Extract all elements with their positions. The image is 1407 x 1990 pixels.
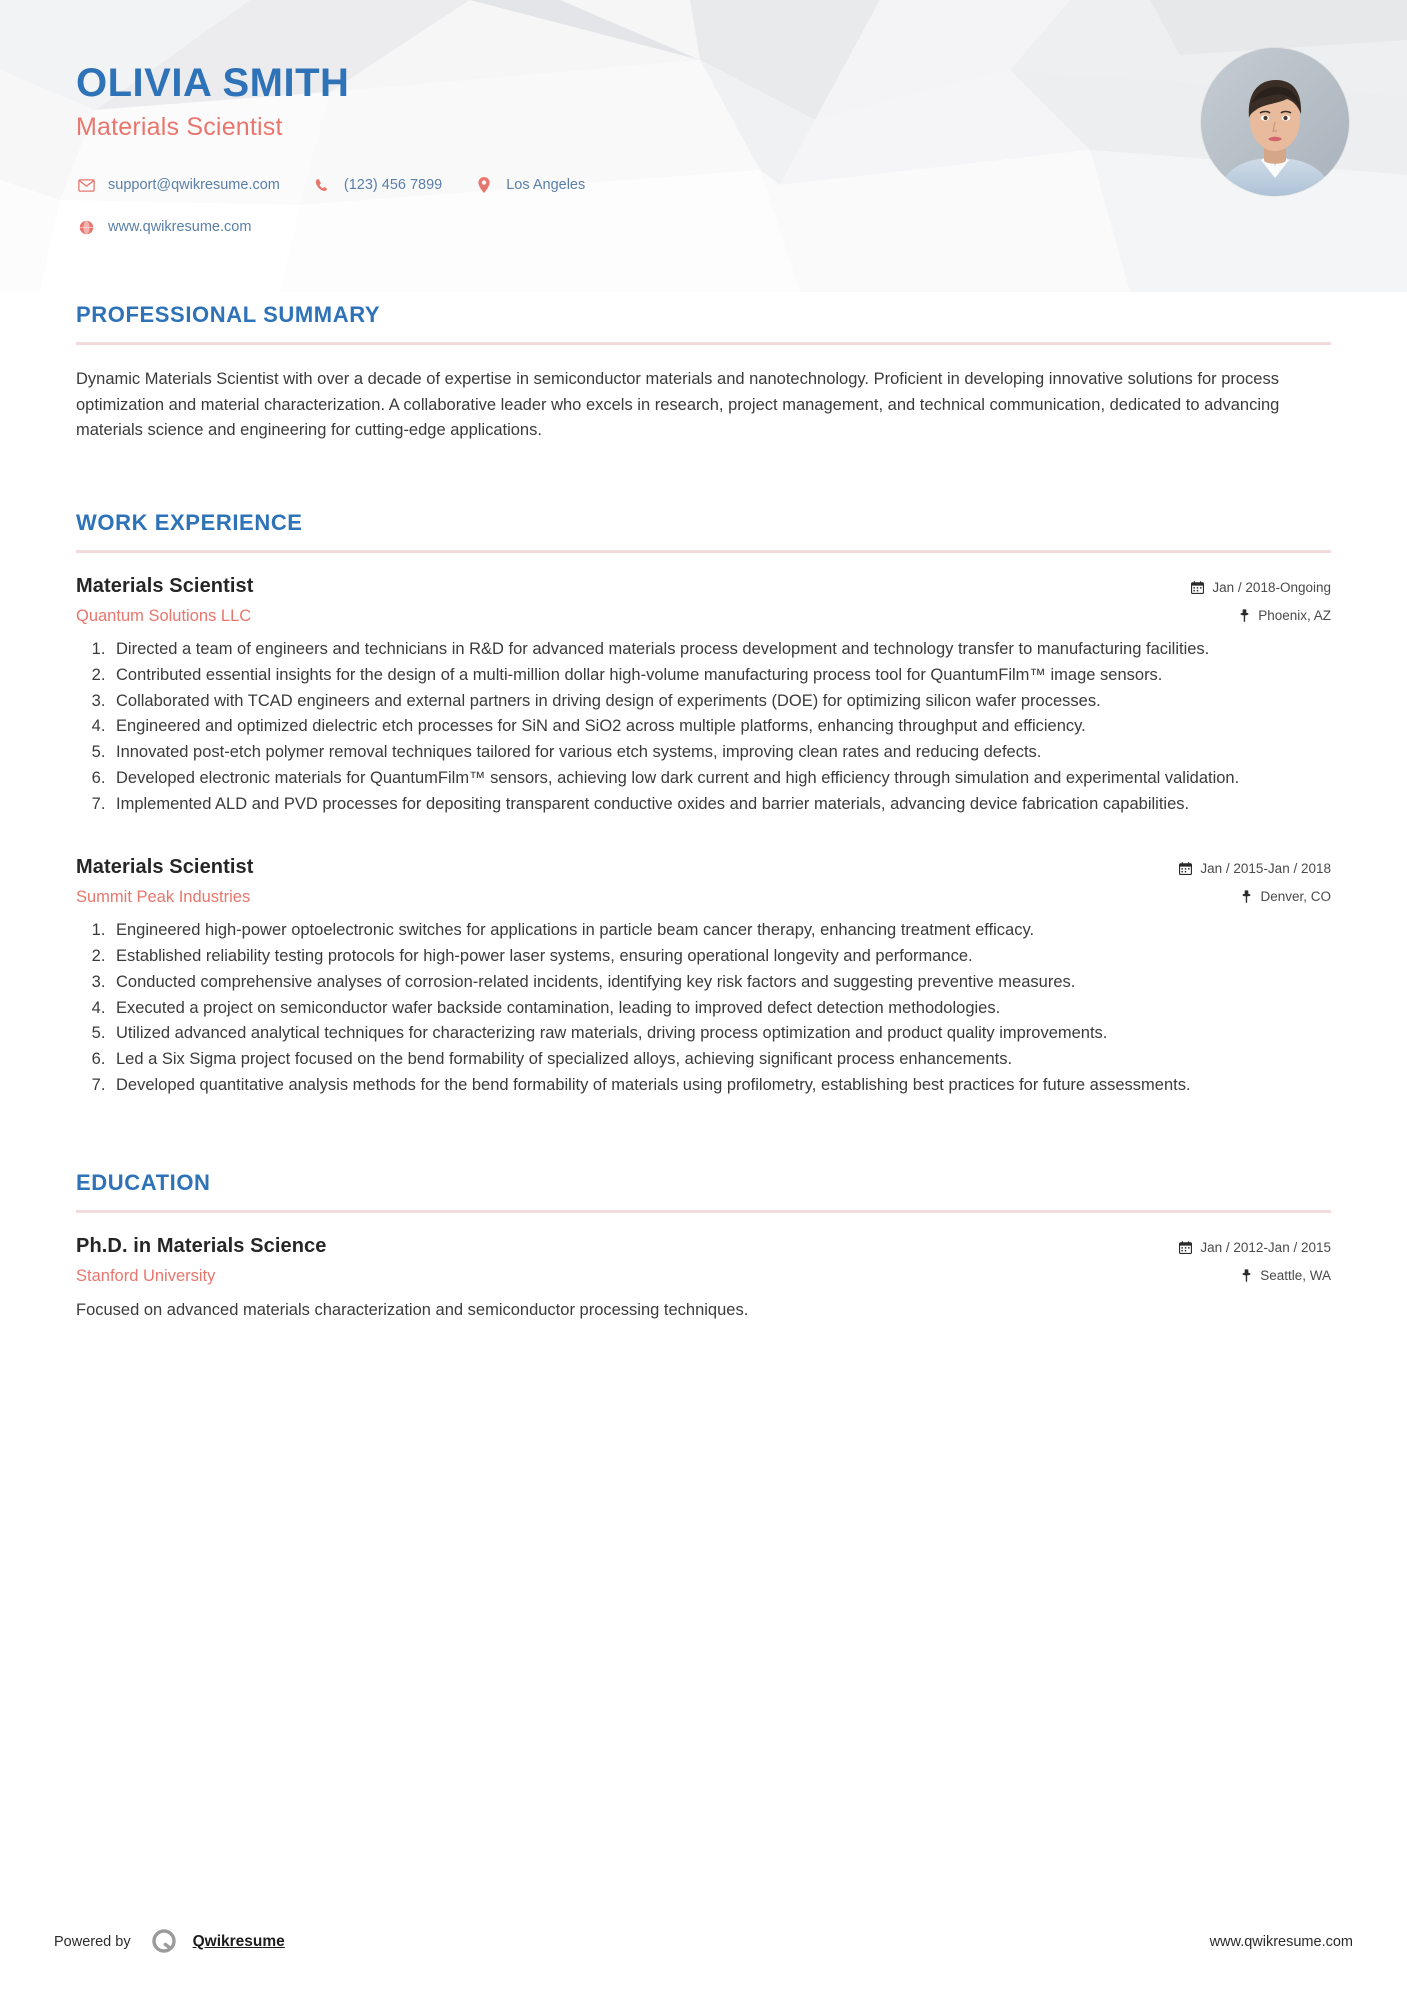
job-responsibility-list	[76, 637, 1331, 816]
spacer	[76, 444, 1331, 500]
job-location-text: Phoenix, AZ	[1258, 608, 1331, 624]
work-entry-left	[76, 856, 1179, 907]
page-footer	[0, 1894, 1407, 1990]
section-education	[76, 1170, 1331, 1323]
work-entry-meta	[1179, 856, 1331, 904]
education-date-text: Jan / 2012-Jan / 2015	[1200, 1239, 1331, 1255]
contact-location-text: Los Angeles	[506, 177, 586, 194]
work-entry-header	[76, 856, 1331, 907]
footer-website[interactable]: www.qwikresume.com	[1209, 1934, 1353, 1950]
education-description: Focused on advanced materials characterization and semiconductor processing techniques.	[76, 1300, 749, 1319]
contact-email[interactable]	[76, 177, 280, 193]
contact-email-text: support@qwikresume.com	[108, 177, 280, 194]
contact-location[interactable]	[474, 177, 585, 193]
list-item: 3. Collaborated with TCAD engineers and external partners in driving design of experiments (DOE) for optimizing silicon wafer processes.	[110, 689, 1331, 714]
list-item: 7. Developed quantitative analysis methods for the bend formability of materials using profilometry, establishing best practices for future assessments.	[110, 1073, 1331, 1098]
list-item: 1. Engineered high-power optoelectronic switches for applications in particle beam cancer therapy, enhancing treatment efficacy.	[110, 918, 1331, 943]
job-date	[1191, 580, 1331, 595]
list-item: 2. Established reliability testing protocols for high-power laser systems, ensuring operational longevity and performance.	[110, 944, 1331, 969]
list-item: 5. Utilized advanced analytical techniques for characterizing raw materials, driving process optimization and product quality improvements.	[110, 1021, 1331, 1046]
job-date-text: Jan / 2018-Ongoing	[1212, 580, 1331, 596]
education-entry-header	[76, 1235, 1331, 1286]
job-responsibility-list	[76, 918, 1331, 1097]
page-title: OLIVIA SMITH	[76, 61, 350, 105]
footer-powered-by	[54, 1927, 285, 1957]
summary-text: Dynamic Materials Scientist with over a decade of expertise in semiconductor materials and nanotechnology. Proficient in developing innovative solutions for process optimization and material characterization. A collaborative leader who excels in research, project management, and technical communication, dedicated to advancing materials science and engineering for cutting-edge applications.	[76, 370, 1280, 440]
contact-website[interactable]	[76, 219, 251, 235]
section-divider	[76, 342, 1331, 345]
section-title-summary: PROFESSIONAL SUMMARY	[76, 302, 381, 327]
section-title-education: EDUCATION	[76, 1169, 211, 1195]
job-title: Materials Scientist	[76, 575, 254, 598]
list-item: 1. Directed a team of engineers and technicians in R&D for advanced materials process development and technology transfer to manufacturing facilities.	[110, 637, 1331, 662]
job-location	[1191, 608, 1331, 623]
spacer	[76, 822, 1331, 856]
section-divider	[76, 550, 1331, 553]
work-entry	[76, 856, 1331, 1097]
job-title: Materials Scientist	[76, 856, 254, 879]
list-item: 4. Engineered and optimized dielectric etch processes for SiN and SiO2 across multiple platforms, enhancing throughput and efficiency.	[110, 714, 1331, 739]
list-item: 4. Executed a project on semiconductor wafer backside contamination, leading to improved defect detection methodologies.	[110, 996, 1331, 1021]
section-title-work: WORK EXPERIENCE	[76, 510, 303, 536]
education-entry	[76, 1235, 1331, 1323]
avatar	[1201, 48, 1349, 196]
contact-phone[interactable]	[312, 177, 442, 193]
job-location-text: Denver, CO	[1260, 889, 1331, 905]
spacer	[76, 1104, 1331, 1160]
job-date-text: Jan / 2015-Jan / 2018	[1200, 861, 1331, 877]
education-entry-left	[76, 1235, 1179, 1286]
list-item: 7. Implemented ALD and PVD processes for depositing transparent conductive oxides and barrier materials, advancing device fabrication capabilities.	[110, 792, 1331, 817]
contact-row-primary	[76, 170, 1337, 200]
education-date	[1179, 1240, 1331, 1255]
list-item: 2. Contributed essential insights for the design of a multi-million dollar high-volume manufacturing process tool for QuantumFilm™ image sensors.	[110, 663, 1331, 688]
globe-icon	[76, 220, 96, 235]
job-role-subtitle: Materials Scientist	[76, 113, 283, 142]
work-entry-left	[76, 575, 1191, 626]
list-item: 3. Conducted comprehensive analyses of corrosion-related incidents, identifying key risk factors and suggesting preventive measures.	[110, 970, 1331, 995]
contact-row-secondary	[76, 212, 1337, 242]
education-entry-meta	[1179, 1235, 1331, 1283]
work-entry-header	[76, 575, 1331, 626]
map-pin-icon	[1241, 890, 1252, 903]
company-name: Summit Peak Industries	[76, 888, 251, 907]
contact-phone-text: (123) 456 7899	[343, 177, 443, 194]
envelope-icon	[76, 179, 96, 192]
map-pin-icon	[1241, 1269, 1252, 1282]
calendar-icon	[1191, 581, 1204, 594]
powered-by-label: Powered by	[54, 1934, 131, 1950]
list-item: 6. Led a Six Sigma project focused on the bend formability of specialized alloys, achieving significant process enhancements.	[110, 1047, 1331, 1072]
resume-header	[0, 0, 1407, 292]
list-item: 5. Innovated post-etch polymer removal techniques tailored for various etch systems, improving clean rates and reducing defects.	[110, 740, 1331, 765]
work-entry-meta	[1191, 575, 1331, 623]
section-work-experience	[76, 510, 1331, 1098]
school-name: Stanford University	[76, 1266, 216, 1285]
contact-website-text: www.qwikresume.com	[108, 219, 252, 236]
qwikresume-q-logo-icon	[149, 1927, 179, 1957]
calendar-icon	[1179, 862, 1192, 875]
footer-brand-link[interactable]: Qwikresume	[192, 1933, 285, 1950]
calendar-icon	[1179, 1241, 1192, 1254]
education-location	[1179, 1268, 1331, 1283]
job-date	[1179, 861, 1331, 876]
education-location-text: Seattle, WA	[1260, 1267, 1331, 1283]
phone-icon	[312, 178, 332, 193]
list-item: 6. Developed electronic materials for QuantumFilm™ sensors, achieving low dark current and high efficiency through simulation and experimental validation.	[110, 766, 1331, 791]
job-location	[1179, 889, 1331, 904]
location-pin-icon	[474, 177, 494, 193]
section-divider	[76, 1210, 1331, 1213]
work-entry	[76, 575, 1331, 816]
resume-body	[0, 302, 1407, 1322]
section-professional-summary	[76, 302, 1331, 444]
company-name: Quantum Solutions LLC	[76, 607, 252, 626]
map-pin-icon	[1239, 609, 1250, 622]
degree-title: Ph.D. in Materials Science	[76, 1234, 327, 1257]
contact-info-block	[76, 170, 1337, 242]
